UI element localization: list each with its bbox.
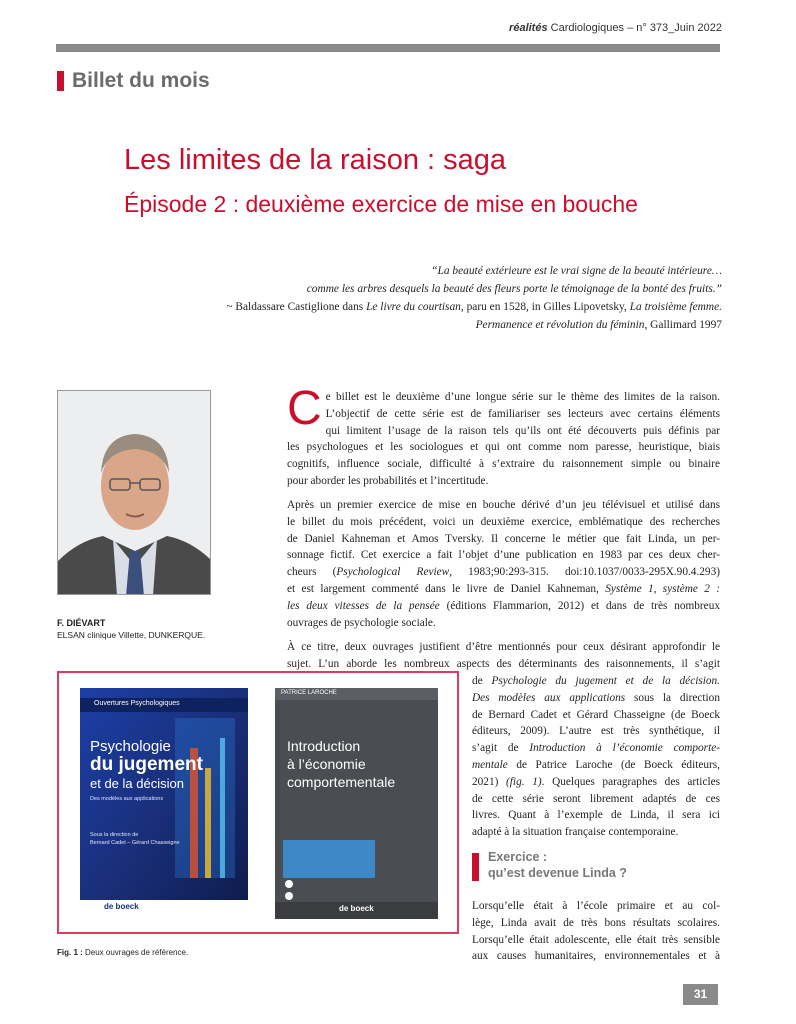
paragraph-1: C e billet est le deuxième d’une longue série sur le thème des limites de la raison. L’objectif de cette série est de familiariser ses lecteurs avec certains éléments qui limitent l’usage de la raison tels qu’ils ont été découverts puis définis par les psychologues et les sociologues et qui ont comme nom paresse, heuristique, biais cognitifs, influence sociale, difficulté à s’extraire du raisonnement simple ou binaire pour aborder les probabilités et l’incertitude. [287,382,720,487]
paragraph-3b: de Psychologie du jugement et de la décision. Des modèles aux applications sous la direction de Bernard Cadet et Gérard Chasseigne (de Boeck éditeurs, 2009). L’autre est très synthétique, il s’agit de Introduction à l’économie comporte- mentale de Patrice Laroche (de Boeck éditeurs, 2021) (fig. 1). Quelques paragraphes des articles de cette série seront librement adaptés de ces livres. Quant à l’exemple de Linda, il sera ici adapté à la situation française contemporaine. [472,675,721,839]
figure-label: Fig. 1 : [57,948,83,957]
exercise-title-2: qu’est devenue Linda ? [488,866,627,880]
article-subtitle: Épisode 2 : deuxième exercice de mise en bouche [124,191,638,217]
book2-title-3: comportementale [287,774,396,790]
paragraph-3a: À ce titre, deux ouvrages justifient d’être mentionnés pour ceux désirant approfondir le sujet. L’un aborde les nombreux aspects des déterminants des raisonnements, il s’agit [287,641,720,670]
book1-subtitle: Des modèles aux applications [90,796,164,802]
paragraph-2: Après un premier exercice de mise en bouche dérivé d’un jeu télévisuel et utilisé dans le billet du mois précédent, voici un deuxième exercice, emblématique des recherches de Daniel Kahneman et Amos Tversky. Il concerne le métier que fait Linda, un per- sonnage fictif. Cet exercice a fait l’objet d’une publication en 1983 par ces deux cher- cheurs (Psychological Review, 1983;90:293-315. doi:10.1037/0033-295X.90.4.293) et est largement commenté dans le livre de Daniel Kahneman, Système 1, système 2 : les deux vitesses de la pensée (éditions Flammarion, 2012) et dans de très nombreux ouvrages de psychologie sociale. [287,499,720,629]
issue-info: Cardiologiques – n° 373_Juin 2022 [547,22,722,34]
section-tag [57,69,210,93]
figure-caption [57,948,188,957]
exercise-marker [472,853,479,881]
epigraph [122,262,722,334]
book2-title-1: Introduction [287,738,361,754]
quote-attribution-2: Permanence et révolution du féminin, Gallimard 1997 [475,319,722,331]
section-marker [57,71,64,91]
book2-author: PATRICE LAROCHE [281,690,337,696]
book1-series: Ouvertures Psychologiques [94,700,180,707]
quote-attribution-1: ~ Baldassare Castiglione dans Le livre du courtisan, paru en 1528, in Gilles Lipovetsky, La troisième femme. [226,301,722,313]
article-title: Les limites de la raison : saga [124,144,507,176]
drop-cap: C [287,382,322,435]
paragraph-4: Lorsqu’elle était à l’école primaire et au col- lège, Linda avait de très bons résultats scolaires. Lorsqu’elle était adolescente, elle était très sensible aux causes humanitaires, environnementales et à [472,900,720,963]
book2-publisher: de boeck [339,904,374,913]
author-affiliation: ELSAN clinique Villette, DUNKERQUE. [57,630,206,640]
exercise-title-1: Exercice : [488,850,548,864]
running-header [509,22,722,34]
book1-title-1: Psychologie [90,738,171,755]
book1-publisher: de boeck [104,902,139,911]
quote-line-1: “La beauté extérieure est le vrai signe de la beauté intérieure… [431,265,722,277]
book1-title-3: et de la décision [90,776,184,791]
page-number: 31 [683,984,718,1005]
section-title: Billet du mois [72,69,210,92]
top-rule [56,44,720,52]
book-cover-economie [275,688,438,919]
author-photo [57,390,211,595]
book1-direction: Sous la direction de [90,832,139,838]
journal-name: réalités [509,22,548,34]
figure-caption-text: Deux ouvrages de référence. [82,948,189,957]
book1-editors: Bernard Cadet – Gérard Chasseigne [90,840,180,846]
book-cover-psychologie [80,688,248,918]
book1-title-2: du jugement [90,754,203,775]
quote-line-2: comme les arbres desquels la beauté des fleurs porte le témoignage de la bonté des fruits.” [306,283,722,295]
book2-title-2: à l’économie [287,756,366,772]
author-name: F. DIÉVART [57,618,106,628]
